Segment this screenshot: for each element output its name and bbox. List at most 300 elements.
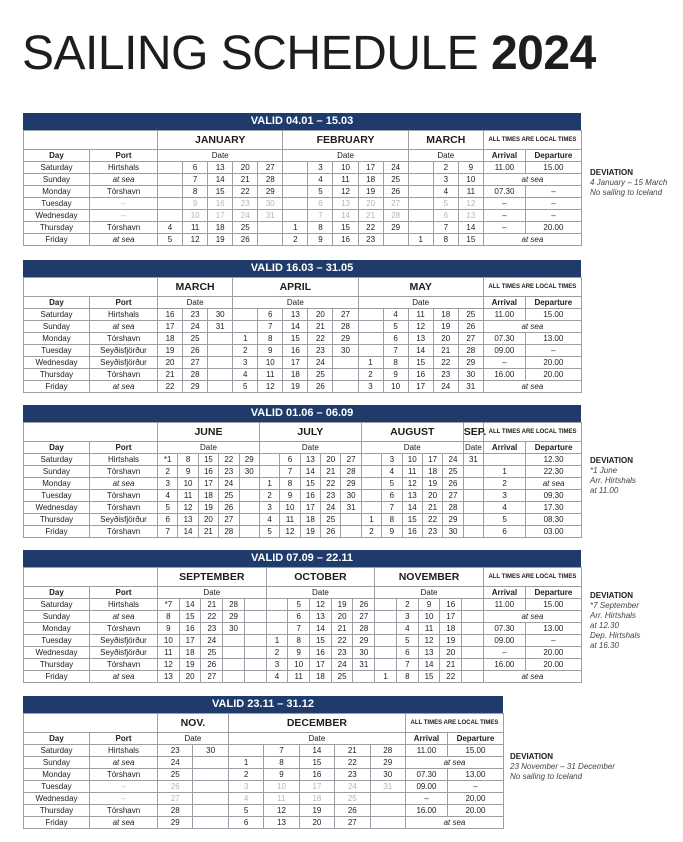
table-row <box>24 817 504 829</box>
port-cell: Tórshavn <box>90 466 158 478</box>
day-cell: Tuesday <box>24 635 90 647</box>
date-cell: 30 <box>333 345 358 357</box>
date-cell: 11 <box>183 222 208 234</box>
date-header: Date <box>233 297 358 309</box>
departure-cell: 20.00 <box>447 793 503 805</box>
local-times-note: ALL TIMES ARE LOCAL TIMES <box>405 714 503 733</box>
date-cell <box>370 805 405 817</box>
schedule-block <box>23 260 581 393</box>
arrival-cell: 16.00 <box>483 369 525 381</box>
date-cell: 11 <box>288 671 310 683</box>
date-cell <box>484 454 526 466</box>
departure-cell: – <box>525 198 581 210</box>
port-header: Port <box>90 297 158 309</box>
departure-cell: 20.00 <box>525 647 581 659</box>
table-row <box>24 333 582 345</box>
date-cell <box>193 817 228 829</box>
port-cell: Tórshavn <box>90 490 158 502</box>
date-cell: 4 <box>433 186 458 198</box>
date-cell: 24 <box>433 381 458 393</box>
date-cell: 17 <box>408 381 433 393</box>
port-cell: – <box>90 198 158 210</box>
table-row <box>24 186 582 198</box>
date-cell: 30 <box>370 769 405 781</box>
date-cell: 8 <box>308 222 333 234</box>
date-cell: 14 <box>300 466 320 478</box>
date-cell: 27 <box>183 357 208 369</box>
departure-cell: 15.00 <box>525 599 581 611</box>
date-cell: 19 <box>358 186 383 198</box>
valid-period-bar: VALID 07.09 – 22.11 <box>23 550 581 567</box>
date-cell: 10 <box>333 162 358 174</box>
date-cell <box>244 659 266 671</box>
date-cell <box>361 502 381 514</box>
date-cell: 30 <box>239 466 259 478</box>
port-cell: – <box>90 793 158 805</box>
date-cell: 25 <box>383 174 408 186</box>
title-text: SAILING SCHEDULE <box>22 27 479 80</box>
date-cell: 7 <box>383 345 408 357</box>
date-cell: 15 <box>179 611 201 623</box>
date-cell: 22 <box>422 514 442 526</box>
day-cell: Thursday <box>24 659 90 671</box>
port-cell: Seyðisfjörður <box>90 647 158 659</box>
date-cell <box>408 186 433 198</box>
table-row <box>24 454 582 466</box>
date-cell: 24 <box>335 781 370 793</box>
date-cell: 12 <box>408 321 433 333</box>
arrival-cell: 03.00 <box>526 526 582 538</box>
schedule-table <box>23 567 582 683</box>
date-cell <box>408 198 433 210</box>
date-cell <box>370 793 405 805</box>
table-row <box>24 478 582 490</box>
date-cell: 12 <box>178 502 198 514</box>
deviation-note <box>510 752 615 782</box>
date-cell: 30 <box>223 623 245 635</box>
deviation-heading: DEVIATION <box>590 168 633 177</box>
date-cell: 29 <box>383 222 408 234</box>
port-cell: Hirtshals <box>90 309 158 321</box>
date-cell: 9 <box>382 526 402 538</box>
month-header: DECEMBER <box>228 714 405 733</box>
date-header: Date <box>158 150 283 162</box>
deviation-heading: DEVIATION <box>510 752 553 761</box>
departure-cell: 15.00 <box>447 745 503 757</box>
date-cell <box>223 635 245 647</box>
date-cell: 16 <box>299 769 334 781</box>
date-cell: 9 <box>183 198 208 210</box>
date-cell: 24 <box>183 321 208 333</box>
date-cell: 17 <box>198 478 218 490</box>
date-cell <box>233 309 258 321</box>
valid-period-bar: VALID 04.01 – 15.03 <box>23 113 581 130</box>
date-cell <box>408 222 433 234</box>
table-row <box>24 745 504 757</box>
date-cell: 1 <box>484 466 526 478</box>
departure-cell: – <box>525 635 581 647</box>
date-cell: 21 <box>321 466 341 478</box>
date-cell: 16 <box>179 623 201 635</box>
date-cell: 4 <box>158 490 178 502</box>
date-cell: 16 <box>300 490 320 502</box>
date-cell: 26 <box>219 502 239 514</box>
date-cell <box>462 635 484 647</box>
table-row <box>24 357 582 369</box>
date-cell: 17 <box>422 454 442 466</box>
deviation-line: 23 November – 31 December <box>510 762 615 771</box>
date-cell: 5 <box>228 805 263 817</box>
date-cell: 19 <box>300 526 320 538</box>
date-cell: 20 <box>233 162 258 174</box>
date-cell <box>462 599 484 611</box>
day-cell: Thursday <box>24 514 90 526</box>
date-cell: 20 <box>179 671 201 683</box>
date-cell: 13 <box>264 817 299 829</box>
date-cell: 3 <box>158 478 178 490</box>
date-cell: 22 <box>201 611 223 623</box>
departure-cell: – <box>525 345 581 357</box>
date-cell: 20 <box>299 817 334 829</box>
date-cell: 25 <box>321 514 341 526</box>
date-cell: 11 <box>402 466 422 478</box>
date-cell: 15 <box>402 514 422 526</box>
day-cell: Saturday <box>24 745 90 757</box>
date-cell: 9 <box>288 647 310 659</box>
date-cell: 6 <box>158 514 178 526</box>
port-header: Port <box>90 150 158 162</box>
date-cell: 27 <box>219 514 239 526</box>
day-cell: Friday <box>24 671 90 683</box>
date-cell: 12 <box>280 526 300 538</box>
date-cell <box>244 623 266 635</box>
date-cell: 5 <box>383 321 408 333</box>
date-cell <box>223 647 245 659</box>
date-cell: 13 <box>402 490 422 502</box>
date-cell: 1 <box>283 222 308 234</box>
date-cell <box>244 671 266 683</box>
date-cell <box>193 793 228 805</box>
date-cell: 14 <box>333 210 358 222</box>
date-cell: 15 <box>198 454 218 466</box>
date-cell <box>158 198 183 210</box>
date-cell <box>463 466 483 478</box>
deviation-line: No sailing to Iceland <box>590 188 663 197</box>
departure-cell: 13.00 <box>525 333 581 345</box>
port-cell: Tórshavn <box>90 333 158 345</box>
day-cell: Saturday <box>24 454 90 466</box>
date-cell: 3 <box>382 454 402 466</box>
date-cell: 17 <box>179 635 201 647</box>
date-cell <box>193 781 228 793</box>
date-cell: 12 <box>402 478 422 490</box>
date-cell: 21 <box>433 345 458 357</box>
date-cell: 3 <box>233 357 258 369</box>
table-row <box>24 659 582 671</box>
date-cell: 14 <box>458 222 483 234</box>
port-cell: Seyðisfjörður <box>90 635 158 647</box>
date-cell: 8 <box>383 357 408 369</box>
date-cell: 20 <box>198 514 218 526</box>
date-cell: 12 <box>310 599 332 611</box>
at-sea-cell: at sea <box>483 174 581 186</box>
port-cell: Tórshavn <box>90 186 158 198</box>
date-cell: 11 <box>458 186 483 198</box>
date-cell: 17 <box>299 781 334 793</box>
date-cell: 23 <box>233 198 258 210</box>
at-sea-cell: at sea <box>483 611 581 623</box>
deviation-note <box>590 168 667 198</box>
month-header: NOVEMBER <box>375 568 484 587</box>
local-times-note: ALL TIMES ARE LOCAL TIMES <box>484 423 582 442</box>
arrival-cell: 09.30 <box>526 490 582 502</box>
date-cell: 23 <box>358 234 383 246</box>
date-cell: 11 <box>333 174 358 186</box>
local-times-note: ALL TIMES ARE LOCAL TIMES <box>483 131 581 150</box>
date-cell: 27 <box>341 454 361 466</box>
date-header: Date <box>158 297 233 309</box>
date-cell: 14 <box>418 659 440 671</box>
departure-cell: 20.00 <box>525 357 581 369</box>
date-cell: 27 <box>443 490 463 502</box>
date-cell: 2 <box>433 162 458 174</box>
date-cell: 25 <box>331 671 353 683</box>
blank-cell <box>24 423 158 442</box>
date-cell: 25 <box>308 369 333 381</box>
arrival-header: Arrival <box>483 150 525 162</box>
date-cell: 30 <box>458 369 483 381</box>
date-cell: 23 <box>308 345 333 357</box>
arrival-cell: – <box>483 357 525 369</box>
date-cell: 10 <box>158 635 180 647</box>
day-cell: Monday <box>24 333 90 345</box>
date-cell: 23 <box>433 369 458 381</box>
table-row <box>24 490 582 502</box>
date-cell: 19 <box>433 321 458 333</box>
deviation-note <box>590 591 640 651</box>
table-row <box>24 514 582 526</box>
date-cell: 7 <box>158 526 178 538</box>
schedule-table <box>23 130 582 246</box>
date-cell: 16 <box>283 345 308 357</box>
date-cell: 26 <box>321 526 341 538</box>
date-cell: 3 <box>433 174 458 186</box>
day-header: Day <box>24 442 90 454</box>
port-cell: at sea <box>90 234 158 246</box>
date-cell <box>208 381 233 393</box>
departure-cell: 13.00 <box>525 623 581 635</box>
date-cell: 2 <box>266 647 288 659</box>
date-cell: 27 <box>353 611 375 623</box>
port-cell: at sea <box>90 611 158 623</box>
date-cell: 7 <box>264 745 299 757</box>
date-cell: 29 <box>333 333 358 345</box>
day-cell: Saturday <box>24 162 90 174</box>
port-cell: Tórshavn <box>90 805 158 817</box>
date-cell: 28 <box>383 210 408 222</box>
date-cell: 28 <box>458 345 483 357</box>
departure-header: Departure <box>526 442 582 454</box>
day-header: Day <box>24 587 90 599</box>
date-cell: 6 <box>183 162 208 174</box>
arrival-cell: 07.30 <box>483 333 525 345</box>
date-cell: 16 <box>158 309 183 321</box>
date-cell: 21 <box>201 599 223 611</box>
date-cell <box>259 466 279 478</box>
date-cell: 26 <box>458 321 483 333</box>
table-row <box>24 222 582 234</box>
date-cell: 16 <box>440 599 462 611</box>
arrival-cell: 09.00 <box>483 345 525 357</box>
date-header: Date <box>228 733 405 745</box>
day-cell: Sunday <box>24 757 90 769</box>
port-cell: at sea <box>90 381 158 393</box>
date-cell <box>463 478 483 490</box>
date-cell: 2 <box>396 599 418 611</box>
date-cell: 7 <box>308 210 333 222</box>
date-cell: 4 <box>382 466 402 478</box>
date-cell <box>333 381 358 393</box>
table-row <box>24 671 582 683</box>
port-header: Port <box>90 442 158 454</box>
deviation-heading: DEVIATION <box>590 591 633 600</box>
port-cell: at sea <box>90 671 158 683</box>
date-cell: 21 <box>358 210 383 222</box>
date-cell: 4 <box>266 671 288 683</box>
date-cell <box>462 647 484 659</box>
date-cell: 12 <box>458 198 483 210</box>
date-cell: 13 <box>408 333 433 345</box>
arrival-cell: 07.30 <box>405 769 447 781</box>
day-cell: Sunday <box>24 611 90 623</box>
date-cell: 14 <box>408 345 433 357</box>
date-cell: 2 <box>228 769 263 781</box>
table-row <box>24 805 504 817</box>
table-row <box>24 210 582 222</box>
date-cell: 3 <box>259 502 279 514</box>
port-cell: Hirtshals <box>90 162 158 174</box>
date-cell: 22 <box>219 454 239 466</box>
arrival-cell: 11.00 <box>483 162 525 174</box>
date-cell: 7 <box>382 502 402 514</box>
date-cell: 16 <box>402 526 422 538</box>
date-header: Date <box>158 733 229 745</box>
schedule-block <box>23 405 581 538</box>
date-header: Date <box>158 587 267 599</box>
date-cell <box>353 671 375 683</box>
date-cell: 19 <box>283 381 308 393</box>
port-cell: Seyðisfjörður <box>90 345 158 357</box>
date-cell: 26 <box>201 659 223 671</box>
date-cell: 11 <box>280 514 300 526</box>
date-cell: 9 <box>178 466 198 478</box>
arrival-header: Arrival <box>483 297 525 309</box>
date-cell: 6 <box>383 333 408 345</box>
date-cell: 14 <box>283 321 308 333</box>
date-cell: 22 <box>308 333 333 345</box>
arrival-cell: 12.30 <box>526 454 582 466</box>
arrival-cell: 07.30 <box>483 186 525 198</box>
valid-period-bar: VALID 01.06 – 06.09 <box>23 405 581 422</box>
month-header: AUGUST <box>361 423 463 442</box>
date-cell <box>266 599 288 611</box>
date-cell: 4 <box>484 502 526 514</box>
date-cell: 22 <box>358 222 383 234</box>
date-cell: 13 <box>458 210 483 222</box>
date-cell: 20 <box>440 647 462 659</box>
date-cell: 28 <box>219 526 239 538</box>
date-cell: 28 <box>370 745 405 757</box>
arrival-cell: 11.00 <box>483 309 525 321</box>
date-cell <box>383 234 408 246</box>
at-sea-cell: at sea <box>483 381 581 393</box>
date-cell: 15 <box>458 234 483 246</box>
date-cell: 25 <box>335 793 370 805</box>
date-cell: 15 <box>333 222 358 234</box>
date-cell: 11 <box>264 793 299 805</box>
date-cell: 19 <box>158 345 183 357</box>
date-cell: 31 <box>341 502 361 514</box>
date-cell <box>158 186 183 198</box>
schedule-table <box>23 277 582 393</box>
date-cell <box>375 611 397 623</box>
date-cell <box>239 478 259 490</box>
day-header: Day <box>24 150 90 162</box>
date-cell: 24 <box>443 454 463 466</box>
page-title <box>22 27 596 80</box>
table-row <box>24 623 582 635</box>
date-cell: 20 <box>433 333 458 345</box>
day-cell: Sunday <box>24 321 90 333</box>
deviation-line: at 11.00 <box>590 486 619 495</box>
port-cell: Seyðisfjörður <box>90 514 158 526</box>
date-cell: 10 <box>183 210 208 222</box>
date-cell <box>462 671 484 683</box>
date-cell: 24 <box>219 478 239 490</box>
date-cell: 30 <box>341 490 361 502</box>
date-cell <box>463 490 483 502</box>
date-cell <box>375 599 397 611</box>
arrival-cell: 08.30 <box>526 514 582 526</box>
date-cell: 15 <box>283 333 308 345</box>
date-cell: 29 <box>458 357 483 369</box>
date-cell <box>208 333 233 345</box>
date-cell: 2 <box>361 526 381 538</box>
date-cell <box>358 321 383 333</box>
date-cell <box>258 234 283 246</box>
arrival-cell: 07.30 <box>483 623 525 635</box>
table-row <box>24 174 582 186</box>
day-cell: Monday <box>24 186 90 198</box>
month-header: NOV. <box>158 714 229 733</box>
date-cell: 25 <box>443 466 463 478</box>
date-cell: 10 <box>458 174 483 186</box>
port-cell: Hirtshals <box>90 454 158 466</box>
date-cell: 27 <box>258 162 283 174</box>
date-cell: 17 <box>310 659 332 671</box>
deviation-note <box>590 456 636 496</box>
arrival-cell: 16.00 <box>405 805 447 817</box>
date-cell: 10 <box>264 781 299 793</box>
date-cell: 4 <box>383 309 408 321</box>
date-cell: 2 <box>158 466 178 478</box>
port-cell: – <box>90 781 158 793</box>
date-cell: 30 <box>443 526 463 538</box>
at-sea-cell: at sea <box>405 757 503 769</box>
date-cell: 3 <box>358 381 383 393</box>
port-cell: at sea <box>90 174 158 186</box>
port-cell: Tórshavn <box>90 659 158 671</box>
